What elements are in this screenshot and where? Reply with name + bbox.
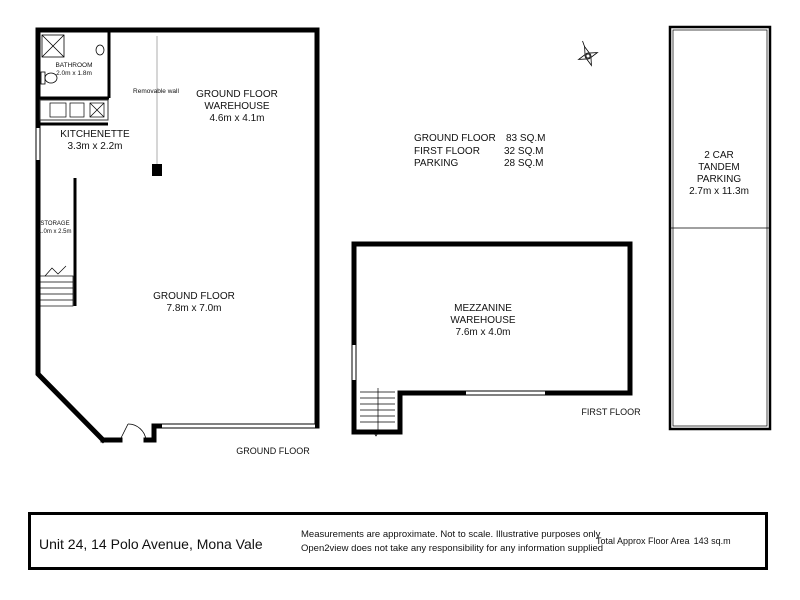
mezzanine-size: 7.6m x 4.0m <box>455 327 511 338</box>
first-floor-label: FIRST FLOOR <box>581 407 641 417</box>
gf-warehouse-line2: WAREHOUSE <box>204 101 270 112</box>
total-area-label: Total Approx Floor Area <box>596 536 690 546</box>
ground-floor-room-size: 7.8m x 7.0m <box>166 303 222 314</box>
area-summary <box>414 133 545 169</box>
storage-size: 1.0m x 2.5m <box>38 229 72 235</box>
disclaimer-line-1: Measurements are approximate. Not to scale. Illustrative purposes only <box>301 529 601 540</box>
storage-name: STORAGE <box>40 221 70 227</box>
kitchenette-name: KITCHENETTE <box>60 129 130 140</box>
column-post <box>152 164 162 176</box>
area-label-2: PARKING <box>414 158 459 169</box>
mezzanine-line1: MEZZANINE <box>454 303 512 314</box>
area-value-2: 28 SQ.M <box>504 158 544 169</box>
disclaimer <box>301 528 603 556</box>
door-icon <box>120 424 146 440</box>
compass-icon <box>573 38 601 69</box>
bathroom-size: 2.0m x 1.8m <box>56 70 92 77</box>
total-area-value: 143 sq.m <box>693 536 731 546</box>
parking-outline <box>670 27 770 429</box>
parking-line3: PARKING <box>696 174 742 185</box>
gf-warehouse-size: 4.6m x 4.1m <box>209 113 265 124</box>
disclaimer-line-2: Open2view does not take any responsibility for any information supplied <box>301 543 604 554</box>
ground-floor-label: GROUND FLOOR <box>236 446 310 456</box>
stair-icon <box>40 266 73 306</box>
area-label-1: FIRST FLOOR <box>414 146 480 157</box>
parking-size: 2.7m x 11.3m <box>689 186 749 197</box>
sink-icon <box>96 45 104 55</box>
gf-warehouse-line1: GROUND FLOOR <box>196 89 278 100</box>
ground-floor-room-name: GROUND FLOOR <box>153 291 235 302</box>
kitchenette-size: 3.3m x 2.2m <box>67 141 123 152</box>
removable-wall-label: Removable wall <box>133 88 179 95</box>
stove-icon <box>50 103 104 117</box>
area-value-0: 83 SQ.M <box>506 133 546 144</box>
mezzanine-walls <box>354 244 630 432</box>
shower-icon <box>42 35 64 57</box>
parking-line1: 2 CAR <box>704 150 734 161</box>
area-value-1: 32 SQ.M <box>504 146 544 157</box>
property-address: Unit 24, 14 Polo Avenue, Mona Vale <box>39 536 263 552</box>
mezzanine-details <box>352 345 545 395</box>
toilet-icon <box>41 72 57 84</box>
info-footer <box>28 512 768 570</box>
stair-icon <box>360 388 395 436</box>
mezzanine-line2: WAREHOUSE <box>450 315 516 326</box>
area-label-0: GROUND FLOOR <box>414 133 496 144</box>
total-floor-area <box>596 536 731 546</box>
bathroom-name: BATHROOM <box>55 62 93 69</box>
parking-line2: TANDEM <box>698 162 740 173</box>
